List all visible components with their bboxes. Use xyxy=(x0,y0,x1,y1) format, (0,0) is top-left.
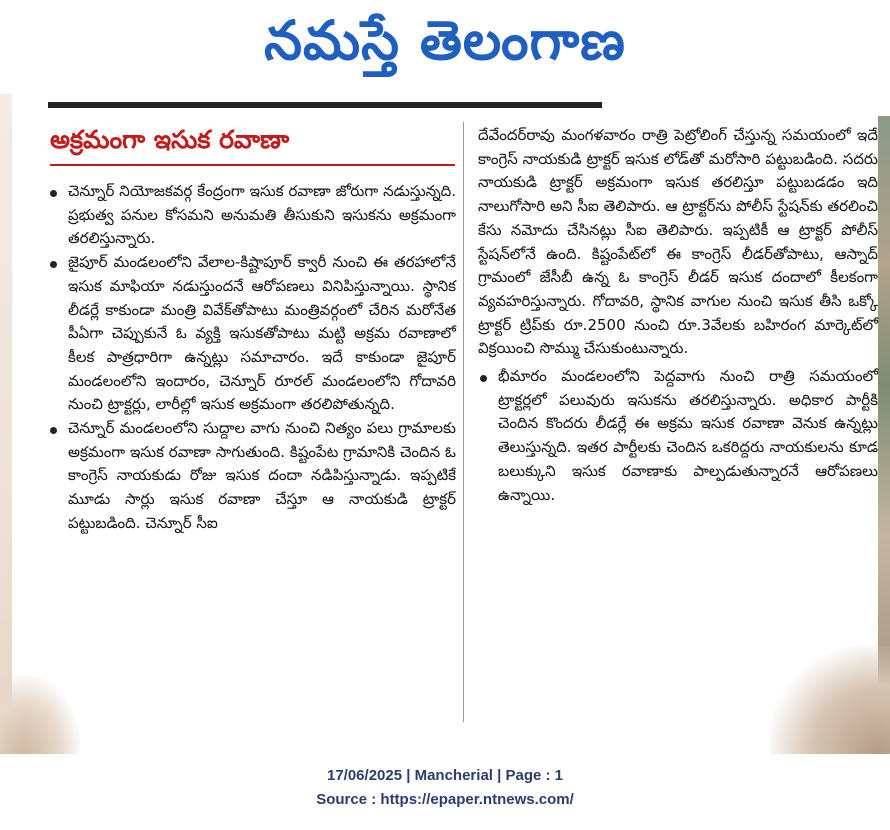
bullet-icon xyxy=(50,261,57,268)
newspaper-logo: నమస్తే తెలంగాణ xyxy=(264,9,626,72)
paragraph-text: జైపూర్ మండలంలోని వేలాల-కిష్టాపూర్ క్వారీ నుంచి ఈ తరహాలోనే ఇసుక మాఫియా నడుస్తుందనే ఆరోపణలు వినిపిస్తున్నాయి. స్థానిక లీడర్లే కాకుండా మంత్రి వివేక్‌తోపాటు మంత్రివర్గంలో చేరిన మరోనేత పీఏగా చెప్పుకునే ఓ వ్యక్తి ఇసుకతోపాటు మట్టి అక్రమ రవాణాలో కీలక పాత్రధారిగా ఉన్నట్లు సమాచారం. ఇదే కాకుండా జైపూర్ మండలంలోని ఇందారం, చెన్నూర్ రూరల్ మండలంలోని గోదావరి నుంచి ట్రాక్టర్లు, లారీల్లో ఇసుక అక్రమంగా తరలిపోతున్నది. xyxy=(68,253,456,414)
page-edge-left xyxy=(0,94,12,734)
page-footer xyxy=(0,764,890,812)
paragraph-text: చెన్నూర్ నియోజకవర్గ కేంద్రంగా ఇసుక రవాణా జోరుగా నడుస్తున్నది. ప్రభుత్వ పనుల కోసమని అనుమతి తీసుకుని ఇసుకను అక్రమంగా తరలిస్తున్నారు. xyxy=(68,182,456,248)
article-paragraph xyxy=(48,180,456,251)
photo-edge-right xyxy=(878,116,890,716)
masthead xyxy=(0,0,890,86)
article-clipping xyxy=(0,86,890,754)
edition-info: 17/06/2025 | Mancherial | Page : 1 xyxy=(326,767,564,784)
source-link[interactable]: Source : https://epaper.ntnews.com/ xyxy=(316,791,574,808)
bullet-icon xyxy=(480,375,487,382)
paragraph-text: చెన్నూర్ మండలంలోని సుద్దాల వాగు నుంచి నిత్యం పలు గ్రామాలకు అక్రమంగా ఇసుక రవాణా సాగుతుంది. కిష్టంపేట గ్రామానికి చెందిన ఓ కాంగ్రెస్ నాయకుడు రోజు ఇసుక దందా నడిపిస్తున్నాడు. ఇప్పటికే మూడు సార్లు ఇసుక రవాణా చేస్తూ ఆ నాయకుడి ట్రాక్టర్ పట్టుబడింది. చెన్నూర్ సీఐ xyxy=(68,419,456,532)
headline-underline xyxy=(50,164,455,166)
bullet-icon xyxy=(50,427,57,434)
paragraph-text: దేవేందర్‌రావు మంగళవారం రాత్రి పెట్రోలింగ్ చేస్తున్న సమయంలో ఇదే కాంగ్రెస్ నాయకుడి ట్రాక్టర్ ఇసుక లోడ్‌తో మరోసారి పట్టుబడింది. సదరు నాయకుడి ట్రాక్టర్ అక్రమంగా ఇసుక తరలిస్తూ పట్టుబడడం ఇది నాలుగోసారి అని సీఐ తెలిపారు. ఆ ట్రాక్టర్‌ను పోలీస్ స్టేషన్‌కు తరలించి కేసు నమోదు చేసినట్లు సీఐ తెలిపారు. ఇప్పటికీ ఆ ట్రాక్టర్ పోలీస్ స్టేషన్‌లోనే ఉంది. కిష్టంపేట్‌లో ఈ కాంగ్రెస్ లీడర్‌తోపాటు, ఆస్నాద్ గ్రామంలో జేసీబీ ఉన్న ఓ కాంగ్రెస్ లీడర్ ఇసుక దందాలో కీలకంగా వ్యవహరిస్తున్నారు. గోదావరి, స్థానిక వాగుల నుంచి ఇసుక తీసి ఒక్కో ట్రాక్టర్ ట్రిప్‌కు రూ.2500 నుంచి రూ.3వేలకు బహిరంగ మార్కెట్‌లో విక్రయించి సొమ్ము చేసుకుంటున్నారు. xyxy=(478,126,878,358)
article-paragraph xyxy=(48,251,456,417)
article-paragraph xyxy=(478,124,878,361)
article-paragraph xyxy=(478,365,878,507)
article-headline: అక్రమంగా ఇసుక రవాణా xyxy=(50,125,290,154)
section-top-rule xyxy=(48,102,602,108)
photo-edge-right-shadow xyxy=(770,646,890,754)
column-divider xyxy=(463,122,464,722)
article-column-1 xyxy=(48,180,456,536)
page-edge-left-shadow xyxy=(0,676,80,754)
paragraph-text: భీమారం మండలంలోని పెద్దవాగు నుంచి రాత్రి సమయంలో ట్రాక్టర్లలో పలువురు ఇసుకను తరలిస్తున్నారు. అధికార పార్టీకి చెందిన కొందరు లీడర్లే ఈ అక్రమ ఇసుక రవాణా వెనుక ఉన్నట్లు తెలుస్తున్నది. ఇతర పార్టీలకు చెందిన ఒకరిద్దరు నాయకులను కూడ బలుక్కుని ఇసుక రవాణాకు పాల్పడుతున్నారనే ఆరోపణలు ఉన్నాయి. xyxy=(498,367,878,504)
article-paragraph xyxy=(48,417,456,536)
article-column-2 xyxy=(478,124,878,507)
bullet-icon xyxy=(50,190,57,197)
